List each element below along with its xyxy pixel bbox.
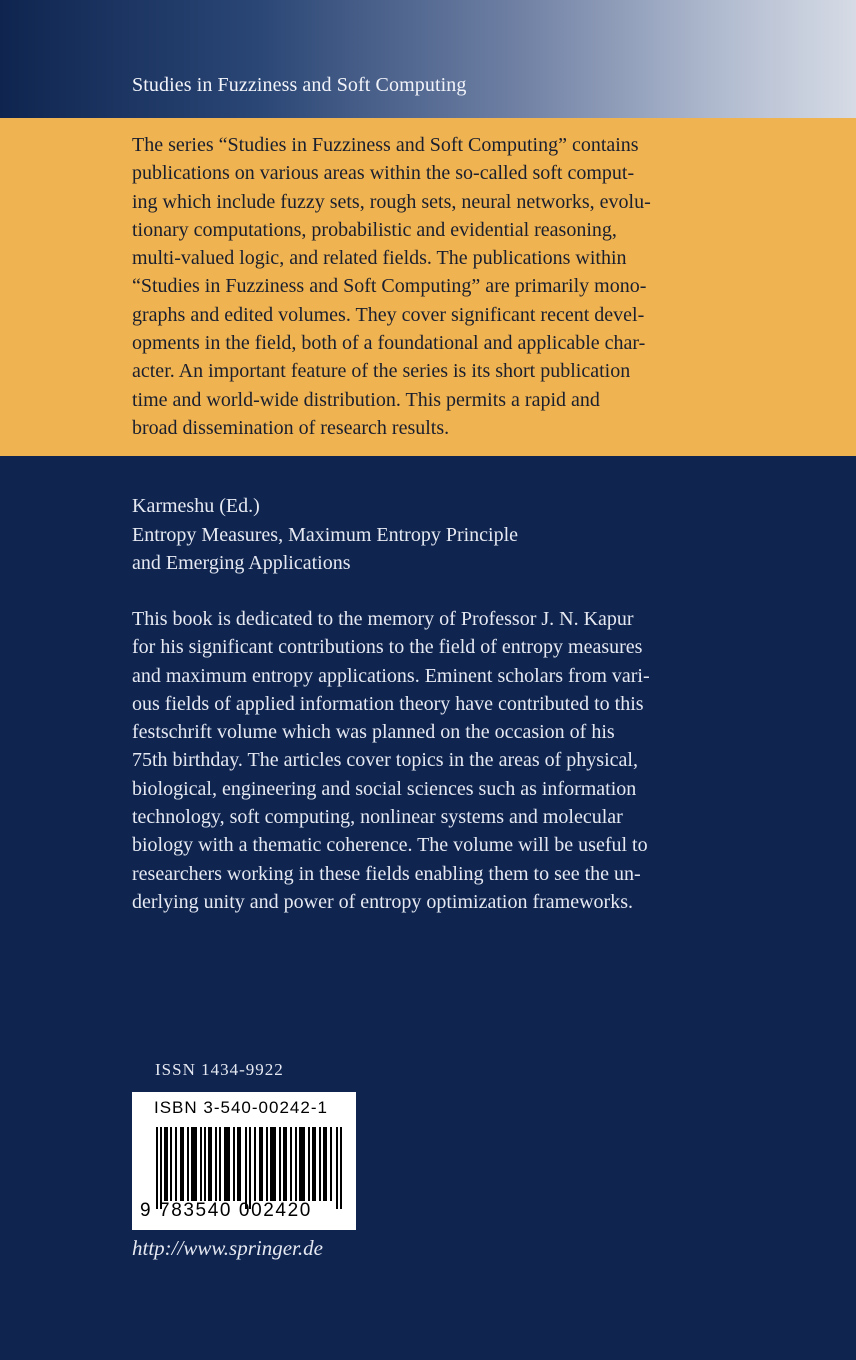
publisher-url[interactable]: http://www.springer.de: [132, 1236, 323, 1260]
series-description-line: graphs and edited volumes. They cover significant recent devel-: [132, 303, 645, 326]
book-description-line: ous fields of applied information theory have contributed to this: [132, 692, 644, 715]
series-description-line: “Studies in Fuzziness and Soft Computing” are primarily mono-: [132, 275, 647, 298]
book-description-line: derlying unity and power of entropy optimization frameworks.: [132, 890, 633, 913]
book-title-line-2: and Emerging Applications: [132, 552, 351, 574]
book-heading: [132, 492, 752, 578]
book-description-line: 75th birthday. The articles cover topics in the areas of physical,: [132, 749, 638, 772]
series-description-line: broad dissemination of research results.: [132, 416, 450, 439]
series-description-line: time and world-wide distribution. This permits a rapid and: [132, 388, 600, 411]
book-description-line: and maximum entropy applications. Eminent scholars from vari-: [132, 664, 650, 687]
series-description-line: ing which include fuzzy sets, rough sets, neural networks, evolu-: [132, 190, 651, 213]
series-description: [132, 131, 732, 442]
series-description-line: multi-valued logic, and related fields. The publications within: [132, 247, 627, 270]
book-title-line-1: Entropy Measures, Maximum Entropy Principle: [132, 523, 519, 546]
book-description-line: This book is dedicated to the memory of Professor J. N. Kapur: [132, 608, 634, 630]
series-description-line: publications on various areas within the so-called soft comput-: [132, 162, 635, 185]
book-description-line: technology, soft computing, nonlinear systems and molecular: [132, 806, 623, 829]
book-description-line: for his significant contributions to the field of entropy measures: [132, 636, 643, 659]
isbn-number: ISBN 3-540-00242-1: [154, 1098, 328, 1117]
book-description-line: biological, engineering and social sciences such as information: [132, 777, 637, 800]
series-title: Studies in Fuzziness and Soft Computing: [132, 74, 467, 96]
series-description-line: The series “Studies in Fuzziness and Soft Computing” contains: [132, 134, 639, 156]
series-description-line: opments in the field, both of a foundational and applicable char-: [132, 332, 646, 355]
issn-number: ISSN 1434-9922: [155, 1060, 284, 1079]
book-description-line: festschrift volume which was planned on the occasion of his: [132, 721, 615, 744]
barcode-bars: [156, 1127, 342, 1209]
book-editor: Karmeshu (Ed.): [132, 495, 260, 517]
series-description-line: tionary computations, probabilistic and evidential reasoning,: [132, 218, 617, 241]
book-description: [132, 605, 732, 916]
barcode-digits: 9 783540 002420: [140, 1200, 312, 1221]
book-description-line: researchers working in these fields enabling them to see the un-: [132, 862, 641, 885]
series-description-line: acter. An important feature of the series is its short publication: [132, 360, 631, 383]
barcode-box: [132, 1092, 356, 1230]
top-gradient-band: [0, 0, 856, 118]
book-description-line: biology with a thematic coherence. The volume will be useful to: [132, 834, 648, 857]
